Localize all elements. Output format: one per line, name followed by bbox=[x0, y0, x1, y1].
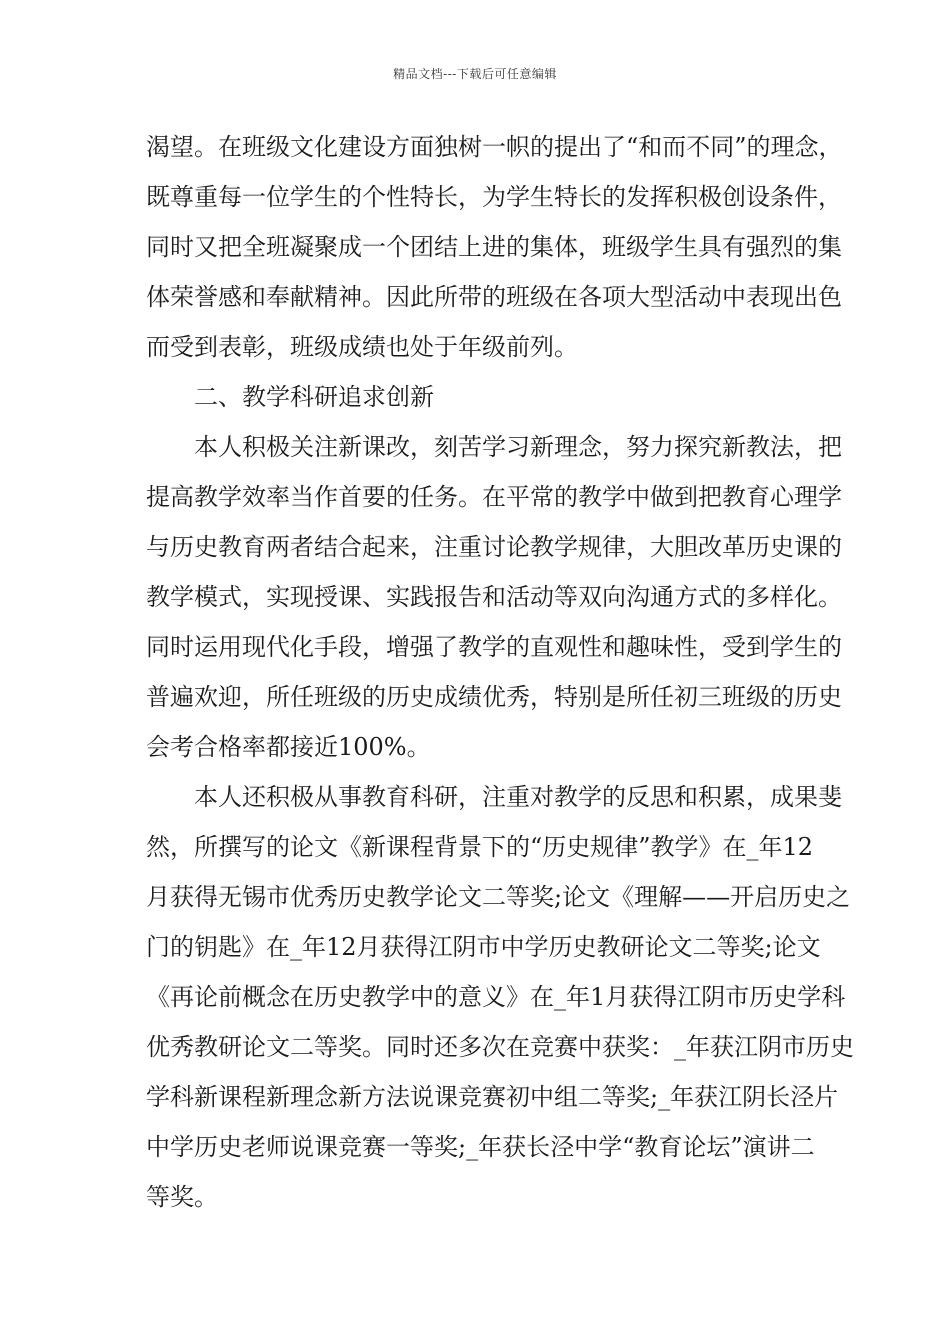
paragraph-line: 渴望。在班级文化建设方面独树一帜的提出了“和而不同”的理念， bbox=[146, 133, 843, 161]
paragraph-line: 月获得无锡市优秀历史教学论文二等奖;论文《理解——开启历史之 bbox=[146, 883, 851, 911]
page-header: 精品文档---下载后可任意编辑 bbox=[393, 67, 557, 81]
section-heading: 二、教学科研追求创新 bbox=[194, 383, 434, 411]
paragraph-line: 会考合格率都接近100%。 bbox=[146, 733, 431, 761]
paragraph-line: 教学模式，实现授课、实践报告和活动等双向沟通方式的多样化。 bbox=[146, 583, 842, 611]
document-body bbox=[146, 122, 854, 1222]
paragraph-line: 同时运用现代化手段，增强了教学的直观性和趣味性，受到学生的 bbox=[146, 633, 842, 661]
paragraph-line: 等奖。 bbox=[146, 1183, 218, 1211]
paragraph-line: 而受到表彰，班级成绩也处于年级前列。 bbox=[146, 333, 578, 361]
paragraph-line: 本人还积极从事教育科研，注重对教学的反思和积累，成果斐 bbox=[194, 783, 842, 811]
paragraph-line: 体荣誉感和奉献精神。因此所带的班级在各项大型活动中表现出色 bbox=[146, 283, 842, 311]
paragraph-line: 门的钥匙》在_年12月获得江阴市中学历史教研论文二等奖;论文 bbox=[146, 933, 821, 961]
paragraph-line: 同时又把全班凝聚成一个团结上进的集体，班级学生具有强烈的集 bbox=[146, 233, 842, 261]
paragraph-line: 既尊重每一位学生的个性特长，为学生特长的发挥积极创设条件， bbox=[146, 183, 842, 211]
paragraph-line: 普遍欢迎，所任班级的历史成绩优秀，特别是所任初三班级的历史 bbox=[146, 683, 842, 711]
paragraph-line: 《再论前概念在历史教学中的意义》在_年1月获得江阴市历史学科 bbox=[146, 983, 846, 1011]
paragraph-line: 学科新课程新理念新方法说课竞赛初中组二等奖;_年获江阴长泾片 bbox=[146, 1083, 839, 1111]
paragraph-line: 本人积极关注新课改，刻苦学习新理念，努力探究新教法，把 bbox=[194, 433, 842, 461]
paragraph-line: 优秀教研论文二等奖。同时还多次在竞赛中获奖：_年获江阴市历史 bbox=[146, 1033, 854, 1061]
paragraph-line: 与历史教育两者结合起来，注重讨论教学规律，大胆改革历史课的 bbox=[146, 533, 842, 561]
paragraph-line: 然，所撰写的论文《新课程背景下的“历史规律”教学》在_年12 bbox=[146, 833, 814, 861]
paragraph-line: 中学历史老师说课竞赛一等奖;_年获长泾中学“教育论坛”演讲二 bbox=[146, 1133, 815, 1161]
paragraph-line: 提高教学效率当作首要的任务。在平常的教学中做到把教育心理学 bbox=[146, 483, 842, 511]
